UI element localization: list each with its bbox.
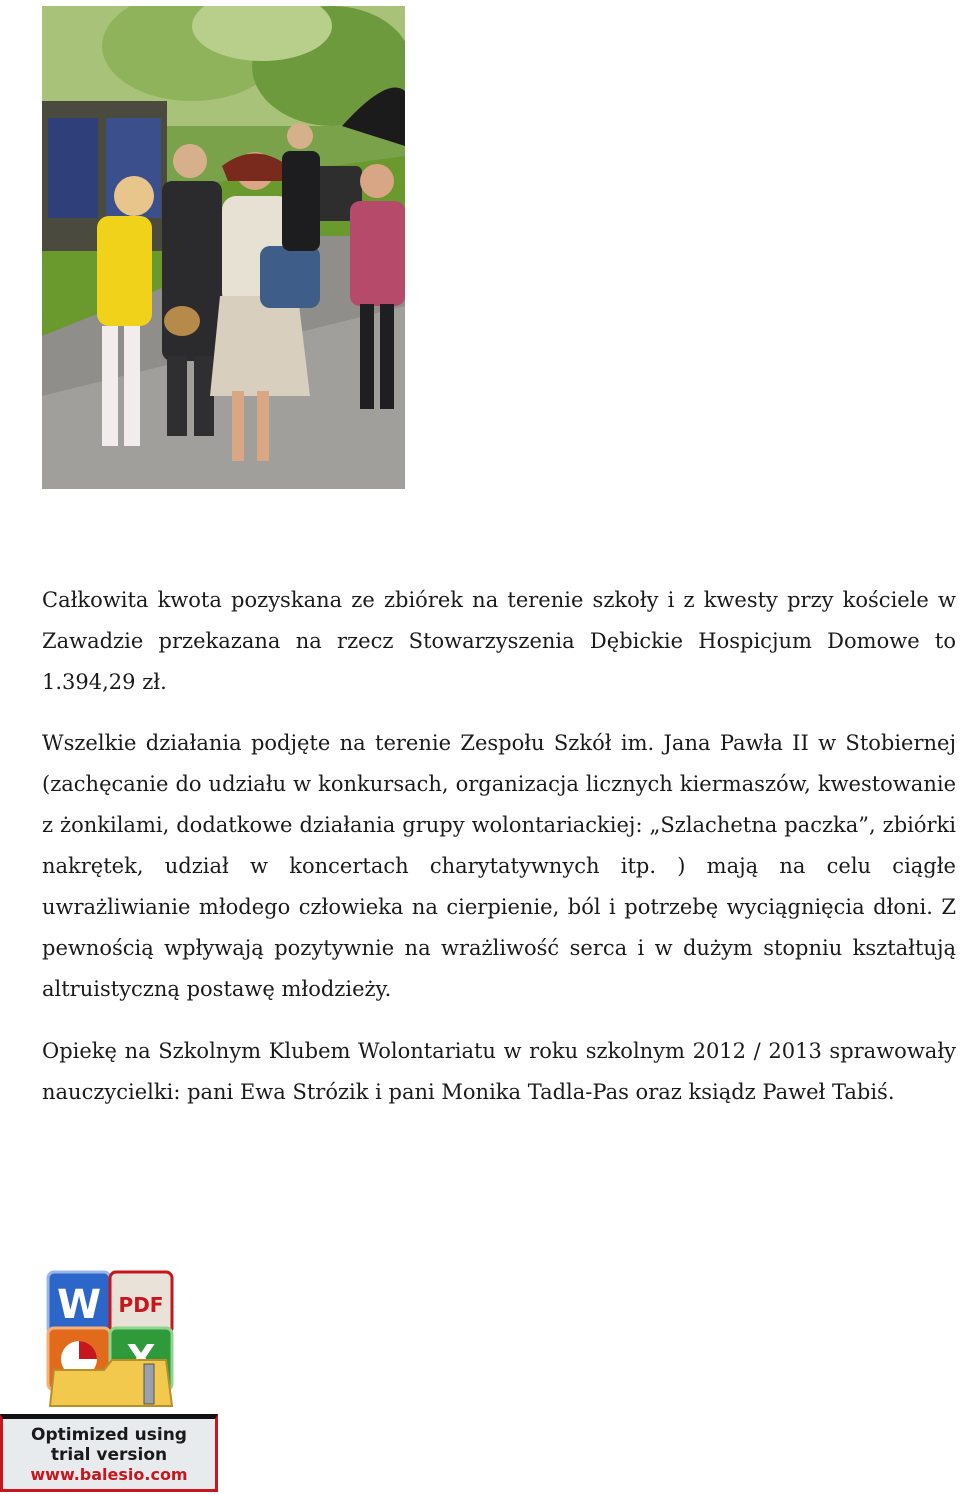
svg-text:W: W — [56, 1282, 102, 1328]
trial-line-3: www.balesio.com — [30, 1465, 188, 1484]
volunteers-photo — [42, 6, 405, 489]
trial-line-2: trial version — [50, 1445, 168, 1465]
paragraph-donation-total: Całkowita kwota pozyskana ze zbiórek na terenie szkoły i z kwesty przy kościele w Zawadzie przekazana na rzecz Stowarzyszenia Dębickie Hospicjum Domowe to 1.394,29 zł. — [42, 588, 956, 694]
paragraph-supervisors: Opiekę na Szkolnym Klubem Wolontariatu w roku szkolnym 2012 / 2013 sprawowały nauczycielki: pani Ewa Strózik i pani Monika Tadla-Pas oraz ksiądz Paweł Tabiś. — [42, 1039, 956, 1104]
trial-version-banner — [0, 1414, 218, 1492]
balesio-watermark — [0, 1264, 225, 1494]
paragraph-activities: Wszelkie działania podjęte na terenie Zespołu Szkół im. Jana Pawła II w Stobiernej (zachęcanie do udziału w konkursach, organizacja licznych kiermaszów, kwestowanie z żonkilami, dodatkowe działania grupy wolontariackiej: „Szlachetna paczka”, zbiórki nakrętek, udział w koncertach charytatywnych itp. ) mają na celu ciągłe uwrażliwianie młodego człowieka na cierpienie, ból i potrzebę wyciągnięcia dłoni. Z pewnością wpływają pozytywnie na wrażliwość serca i w dużym stopniu kształtują altruistyczną postawę młodzieży. — [42, 731, 956, 1001]
svg-text:PDF: PDF — [118, 1293, 164, 1317]
trial-line-1: Optimized using — [31, 1425, 187, 1445]
office-files-icon — [44, 1270, 176, 1408]
